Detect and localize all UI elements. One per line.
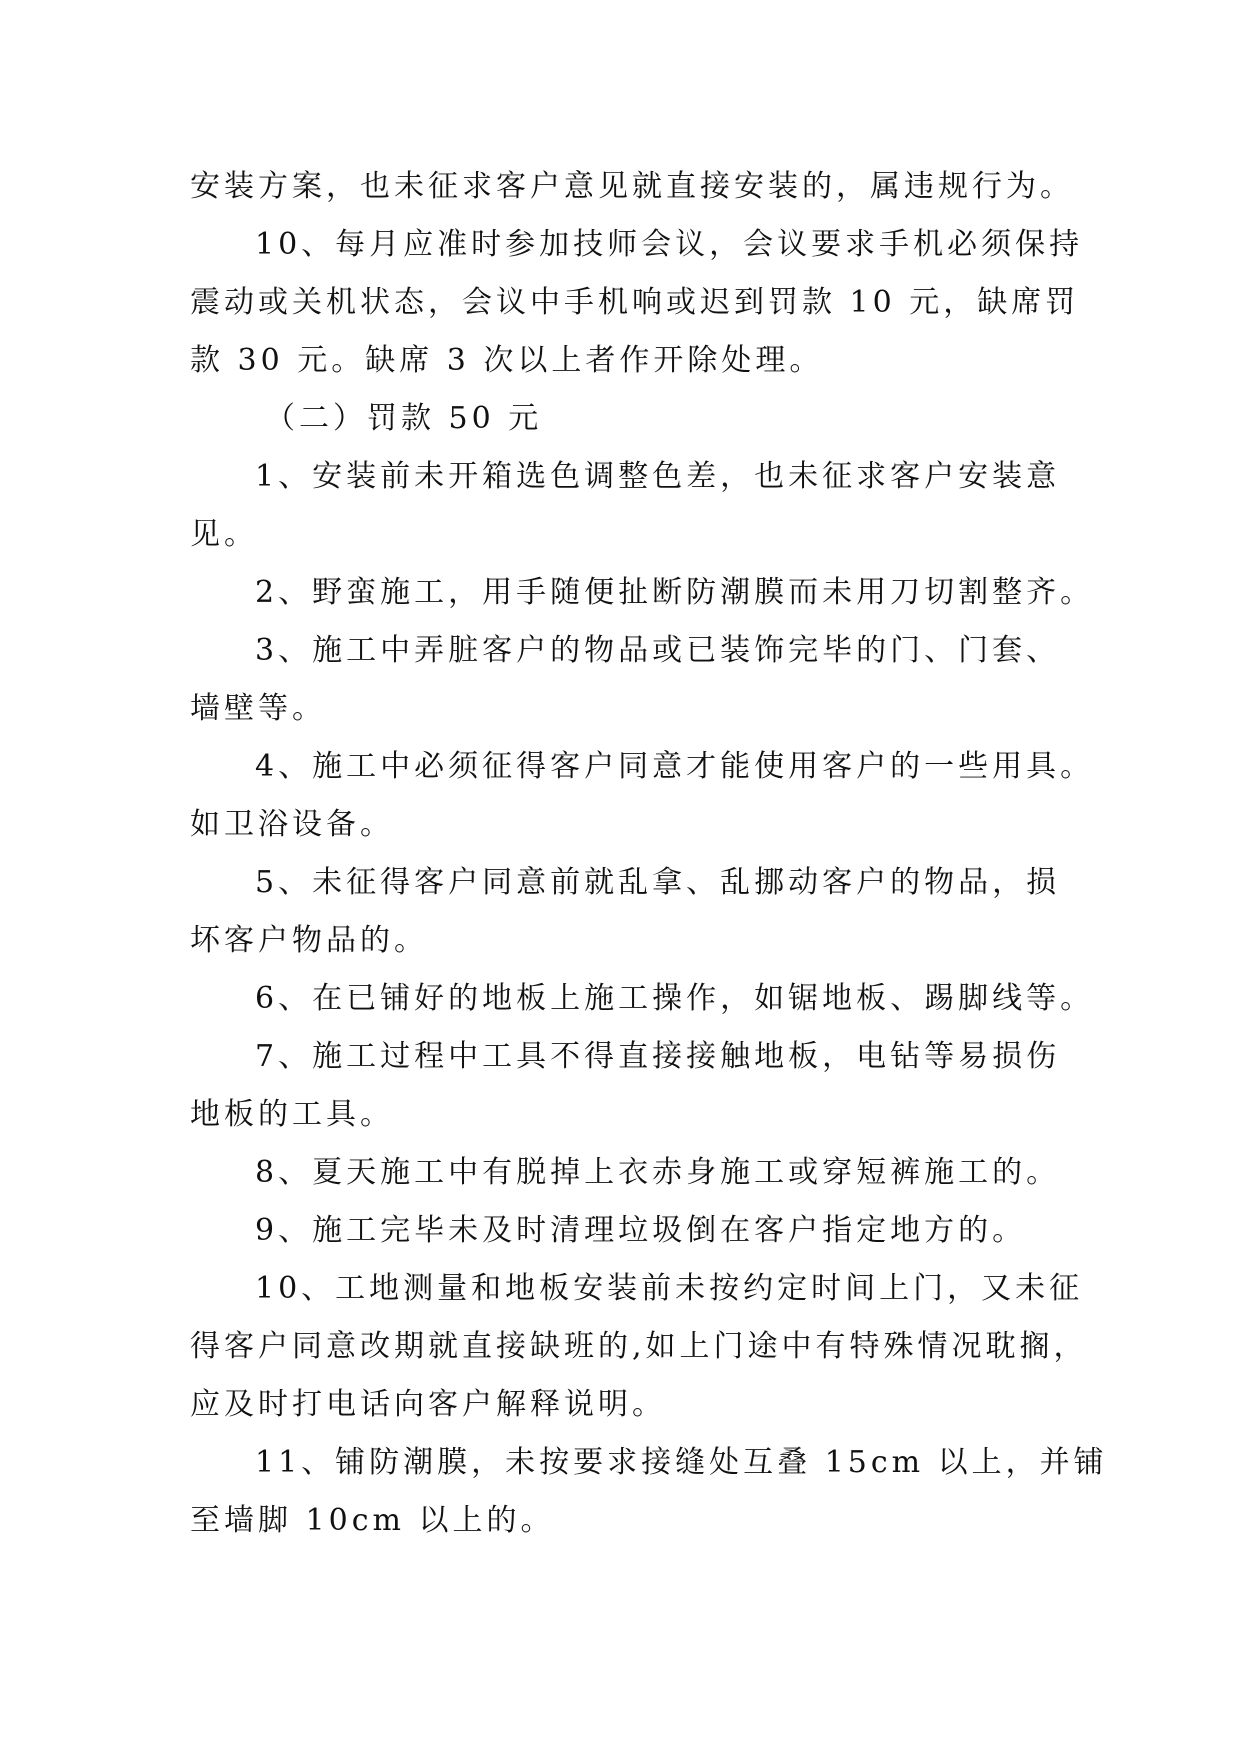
text-line: 3、施工中弄脏客户的物品或已装饰完毕的门、门套、 — [255, 633, 1061, 668]
text-line: 1、安装前未开箱选色调整色差，也未征求客户安装意 — [255, 459, 1061, 494]
text-line: 5、未征得客户同意前就乱拿、乱挪动客户的物品，损 — [255, 865, 1061, 900]
section-heading: （二）罚款 50 元 — [265, 401, 543, 436]
text-line: 得客户同意改期就直接缺班的,如上门途中有特殊情况耽搁， — [190, 1329, 1088, 1364]
text-line: 8、夏天施工中有脱掉上衣赤身施工或穿短裤施工的。 — [255, 1155, 1061, 1190]
text-line: 2、野蛮施工，用手随便扯断防潮膜而未用刀切割整齐。 — [255, 575, 1095, 610]
text-line: 应及时打电话向客户解释说明。 — [190, 1387, 666, 1422]
text-line: 款 30 元。缺席 3 次以上者作开除处理。 — [190, 343, 824, 378]
text-line: 墙壁等。 — [190, 691, 326, 726]
text-line: 11、铺防潮膜，未按要求接缝处互叠 15cm 以上，并铺 — [255, 1445, 1108, 1480]
body-text — [190, 158, 1108, 1550]
text-line: 4、施工中必须征得客户同意才能使用客户的一些用具。 — [255, 749, 1095, 784]
text-line: 如卫浴设备。 — [190, 807, 394, 842]
text-line: 震动或关机状态，会议中手机响或迟到罚款 10 元，缺席罚 — [190, 285, 1080, 320]
text-line: 至墙脚 10cm 以上的。 — [190, 1503, 555, 1538]
text-line: 10、每月应准时参加技师会议，会议要求手机必须保持 — [255, 227, 1084, 262]
text-line: 地板的工具。 — [190, 1097, 394, 1132]
text-line: 9、施工完毕未及时清理垃圾倒在客户指定地方的。 — [255, 1213, 1027, 1248]
text-line: 见。 — [190, 517, 258, 552]
text-line: 6、在已铺好的地板上施工操作，如锯地板、踢脚线等。 — [255, 981, 1095, 1016]
text-line: 安装方案，也未征求客户意见就直接安装的，属违规行为。 — [190, 169, 1074, 204]
text-line: 坏客户物品的。 — [190, 923, 428, 958]
text-line: 10、工地测量和地板安装前未按约定时间上门，又未征 — [255, 1271, 1084, 1306]
text-line: 7、施工过程中工具不得直接接触地板，电钻等易损伤 — [255, 1039, 1061, 1074]
